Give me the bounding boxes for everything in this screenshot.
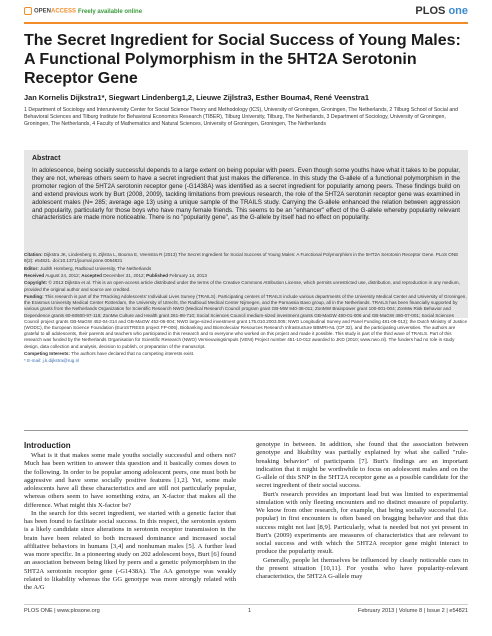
abstract-heading: Abstract (32, 155, 61, 162)
copyright-label: Copyright: (24, 280, 48, 286)
received-label: Received (24, 272, 45, 278)
paragraph: What is it that makes some male youths socially successful and others not? Much has been written to answer this question and it basically comes down to the following. In order to be popular among adolescent peers, one must both be aggressive and have some socially positive features [1,2]. Yet, some male adolescents have all these characteristics and are still not particularly popular, whereas others seem to have something extra, an X-factor that makes all the difference. What might this X-factor be? (24, 452, 236, 509)
affiliations: 1 Department of Sociology and Interuniversity Center for Social Science Theory and Methodology (ICS), University of Groningen, Groningen, The Netherlands, 2 Tilburg School of Social and Behavioral Sciences and Tilburg Institute for Behavioral Economics Research (TIBER), Tilburg University, Tilburg, The Netherlands, 3 Department of Sociology, University of Groningen, Groningen, The Netherlands, 4 Faculty of Mathematics and Natural Sciences, University of Groningen, Groningen, The Netherlands (24, 107, 459, 127)
editor-label: Editor: (24, 265, 39, 271)
intro-right-column (256, 441, 468, 581)
accepted-date: December 31, 2012; (103, 272, 145, 278)
competing-interests-text: The authors have declared that no competing interests exist. (71, 350, 195, 356)
competing-interests-label: Competing Interests: (24, 350, 70, 356)
brand-plos: PLOS (415, 5, 446, 17)
author-list: Jan Kornelis Dijkstra1*, Siegwart Lindenberg1,2, Lieuwe Zijlstra3, Esther Bouma4, René Veenstra1 (24, 93, 370, 102)
abstract-text: In adolescence, being socially successful depends to a large extent on being popular with peers. Even though some youths have what it takes to be popular, they are not, whereas others seem to have a secret ingredient that just makes the difference. In this study the G-allele of a functional polymorphism in the promoter region of the 5HT2A serotonin receptor gene (-G1438A) was identified as a secret ingredient for popularity among peers. These findings build on and extend previous work by Burt (2008, 2009), tackling limitations from previous research, the role of the 5HT2A serotonin receptor gene was examined in adolescent males (N= 285; average age 13) using a unique sample of the TRAILS study. Carrying the G-allele enhanced the relation between aggression and popularity, particularly for those boys who have many female friends. This seems to be an "enhancer" effect of the G-allele whereby popularity relevant characteristics are made more noticeable. There is no "popularity gene", as the G-allele by itself had no effect on popularity. (32, 167, 460, 222)
citation-text: Dijkstra JK, Lindenberg S, Zijlstra L, Bouma E, Veenstra R (2013) The Secret Ingredient for Social Success of Young Males: A Functional Polymorphism in the 5HT2A Serotonin Receptor Gene. PLoS ONE 8(2): e54821. doi:10.1371/journal.pone.0054821 (24, 252, 459, 264)
footer-rule (24, 604, 468, 605)
introduction-heading: Introduction (24, 441, 71, 450)
paragraph: Generally, people let themselves be influenced by clearly noticeable cues in the present situation [10,11]. For youths who have popularity-relevant characteristics, the 5HT2A G-allele may (256, 556, 468, 580)
funding-label: Funding: (24, 293, 44, 299)
open-label: OPEN (34, 8, 52, 15)
accepted-label: Accepted (81, 272, 102, 278)
paragraph: In the search for this secret ingredient, we started with a genetic factor that has been found to facilitate social success. In this respect, the serotonin system is a likely candidate since alterations in serotonin receptor transmission in the brain have been related to both increased dominance and increased social affiliative behaviors in humans [3,4] and nonhuman males [5]. A further lead was more specific. In a pioneering study on 202 adolescent boys, Burt [6] found an association between being liked by peers and a genetic polymorphism in the 5HT2A serotonin receptor gene (-G1438A). The AA genotype was weakly related to likability whereas the GG genotype was more strongly related with the A/G (24, 509, 236, 591)
issue-citation: February 2013 | Volume 8 | Issue 2 | e54821 (357, 608, 468, 614)
published-label: Published (146, 272, 169, 278)
corresponding-email-link[interactable]: * E-mail: j.k.dijkstra@rug.nl (24, 358, 80, 364)
article-title: The Secret Ingredient for Social Success of Young Males: A Functional Polymorphism in the 5HT2A Serotonin Receptor Gene (24, 32, 461, 87)
open-access-badge (24, 7, 142, 15)
editor-text: Judith Homberg, Radboud University, The Netherlands (40, 265, 152, 271)
brand-one: one (448, 5, 468, 17)
citation-label: Citation: (24, 252, 43, 257)
paragraph: genotype in between. In addition, she found that the association between genotype and likability was partially explained by what she called "rule-breaking behavior" of participants [7]. Burt's findings are an important indication that it might be worthwhile to focus on adolescent males and on the G-allele of this SNP in the 5HT2A receptor gene as a possible candidate for the secret ingredient of their social success. (256, 441, 468, 490)
header-rule (24, 22, 468, 24)
published-date: February 14, 2013 (169, 272, 207, 278)
copyright-text: © 2013 Dijkstra et al. This is an open-access article distributed under the terms of the Creative Commons Attribution License, which permits unrestricted use, distribution, and reproduction in any medium, provided the original author and source are credited. (24, 280, 460, 292)
paragraph: Burt's research provides an important lead but was limited to experimental simulation with only fleeting encounters and no distinct measure of popularity. We know from other research, for example, that being socially successful (i.e. popular) in first encounters is often based on bragging behavior and that this success might not last [8,9]. Particularly, what is needed but not yet present in Burt's (2009) experiments are measures of characteristics that are relevant to social success and with which the 5HT2A receptor gene might interact to produce the popularity result. (256, 490, 468, 556)
section-divider (24, 430, 468, 431)
open-lock-icon (24, 7, 32, 15)
received-date: August 24, 2012; (45, 272, 80, 278)
access-label: ACCESS (51, 8, 77, 15)
page-number: 1 (248, 608, 252, 614)
plos-one-logo[interactable] (415, 5, 468, 17)
intro-left-column (24, 452, 236, 592)
journal-website-link[interactable]: PLOS ONE | www.plosone.org (24, 608, 100, 614)
funding-text: This research is part of the TRacking Adolescents' Individual Lives Survey (TRAILS). Participating centers of TRAILS include various departments of the University Medical Center and University of Groningen, the Erasmus University Medical Center Rotterdam, the University of Utrecht, the Radboud Medical Center Nijmegen, and the Parnassia Bavo group, all in the Netherlands. TRAILS has been financially supported by various grants from the Netherlands Organization for Scientific Research NWO (Medical Research Council program grant GB-MW 940-38-011; ZonMW Brainpower grant 100-001-004; ZonMw Risk Behavior and Dependence grants 60-60600-97-118; ZonMw Culture and Health grant 261-98-710; Social Sciences Council medium-sized investment grants GB-MaGW 480-01-006 and GB-MaGW 480-07-001; Social Sciences Council project grants GB-MaGW 452-04-314 and GB-MaGW 452-06-004; NWO large-sized investment grant 175.010.2003.005; NWO Longitudinal Survey and Panel Funding 481-08-013); the Dutch Ministry of Justice (WODC), the European Science Foundation (EuroSTRESS project FP-006), Biobanking and Biomolecular Resources Research Infrastructure BBMRI-NL (CP 32), and the participating universities. The authors are grateful to all adolescents, their parents and teachers who participated in this research and to everyone who worked on this project and made it possible. This study is part of the third wave of TRAILS. Part of this research was funded by the Netherlands Organisation for Scientific Research (NWO) Vernieuwingsimpuls (VENI) Project number 451-10-012 awarded to JKD (2010; www.nwo.nl). The funders had no role in study design, data collection and analysis, decision to publish, or preparation of the manuscript. (24, 293, 468, 349)
article-metadata (24, 252, 468, 366)
journal-header (24, 7, 468, 21)
freely-available-label: Freely available online (78, 8, 143, 15)
